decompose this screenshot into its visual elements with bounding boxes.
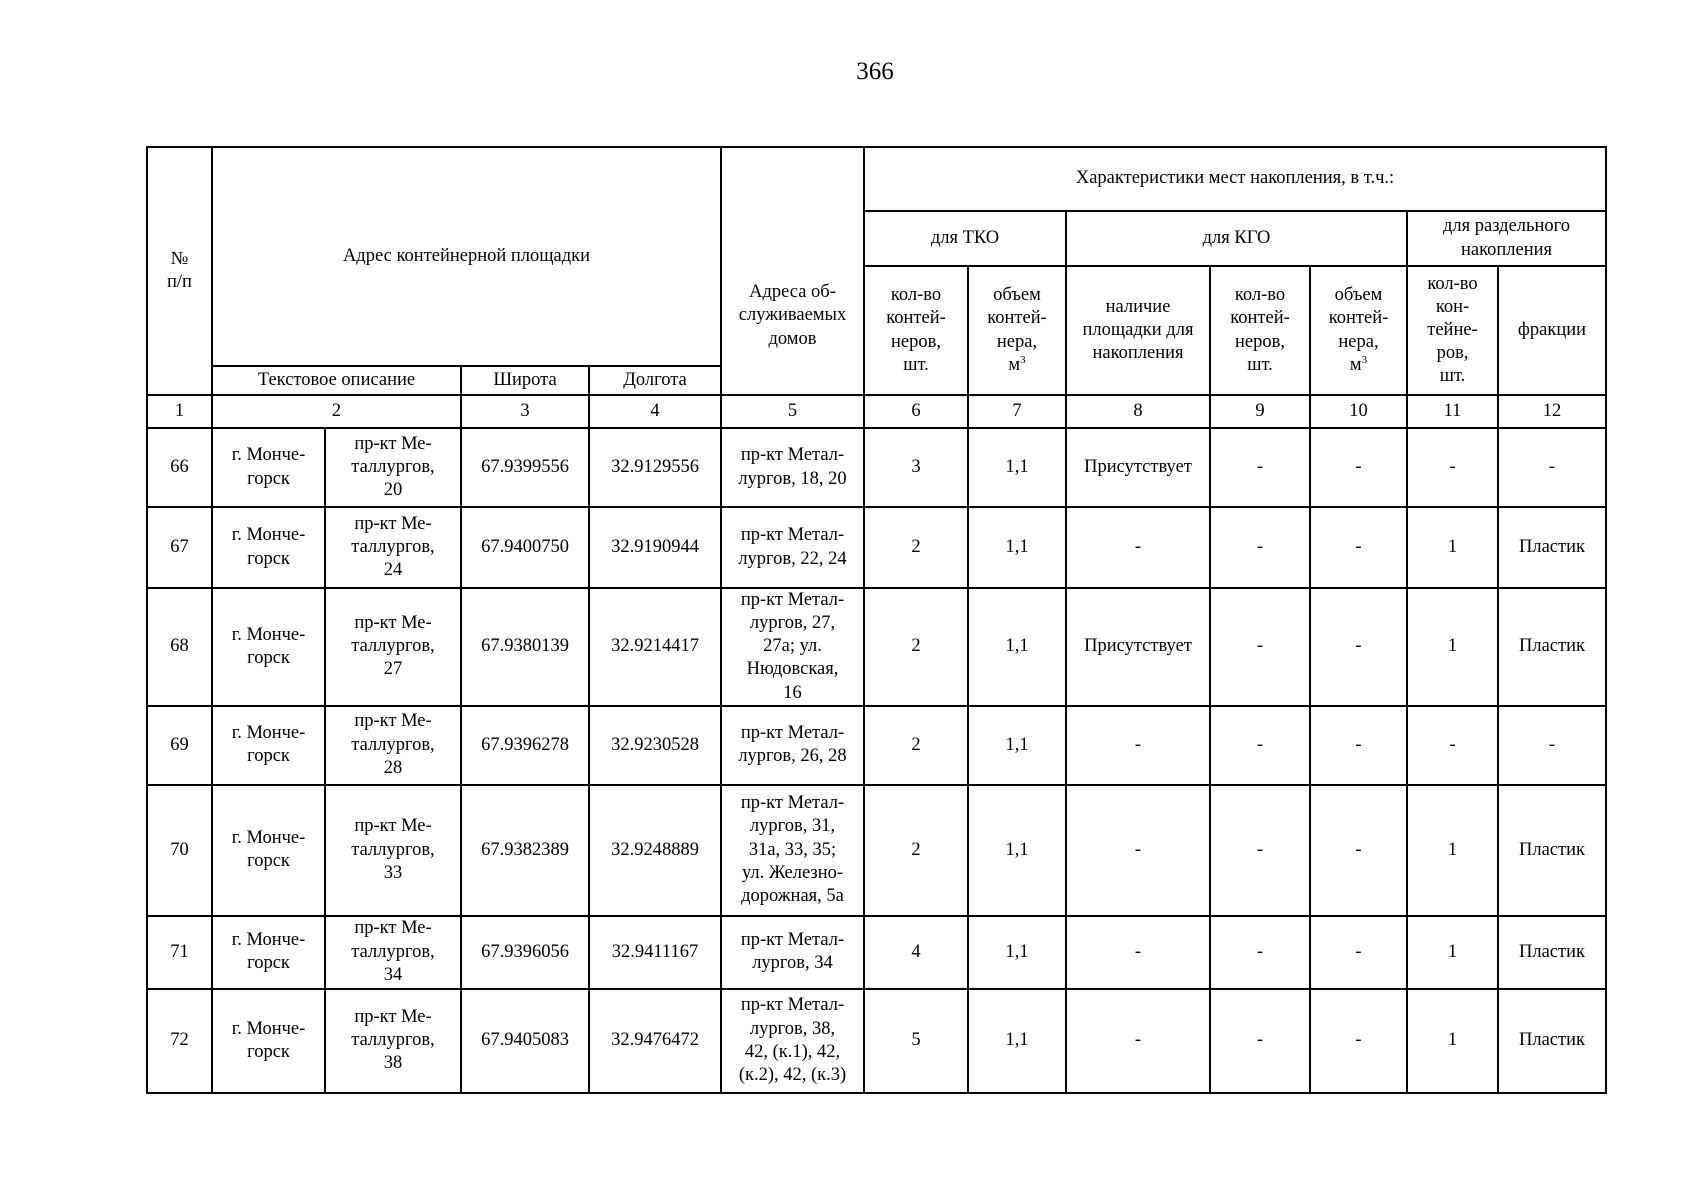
- cell-kgo-volume: -: [1310, 428, 1407, 507]
- cell-num: 66: [147, 428, 212, 507]
- cell-kgo-presence: -: [1066, 706, 1210, 785]
- column-number: 1: [147, 395, 212, 428]
- cell-kgo-presence: Присутствует: [1066, 588, 1210, 706]
- column-number: 9: [1210, 395, 1310, 428]
- cell-street: пр-кт Ме- таллургов, 33: [325, 785, 461, 916]
- cell-city: г. Монче- горск: [212, 916, 325, 989]
- cell-sep-count: 1: [1407, 588, 1498, 706]
- header-tko-count: кол-во контей- неров, шт.: [864, 266, 968, 395]
- header-separate: для раздельного накопления: [1407, 211, 1606, 266]
- cell-kgo-presence: -: [1066, 785, 1210, 916]
- cell-lat: 67.9396056: [461, 916, 589, 989]
- header-kgo-volume: объем контей- нера, $м^3$: [1310, 266, 1407, 395]
- cell-sep-count: 1: [1407, 916, 1498, 989]
- cell-lat: 67.9405083: [461, 989, 589, 1093]
- cell-kgo-presence: -: [1066, 916, 1210, 989]
- cell-city: г. Монче- горск: [212, 507, 325, 588]
- header-kgo: для КГО: [1066, 211, 1407, 266]
- cell-sep-count: -: [1407, 706, 1498, 785]
- table-row: [147, 916, 1606, 989]
- cell-sep-count: 1: [1407, 507, 1498, 588]
- cell-tko-count: 3: [864, 428, 968, 507]
- cell-lon: 32.9248889: [589, 785, 721, 916]
- column-number: 11: [1407, 395, 1498, 428]
- header-tko: для ТКО: [864, 211, 1066, 266]
- cell-lat: 67.9380139: [461, 588, 589, 706]
- cell-houses: пр-кт Метал- лургов, 22, 24: [721, 507, 864, 588]
- cell-street: пр-кт Ме- таллургов, 34: [325, 916, 461, 989]
- cell-houses: пр-кт Метал- лургов, 26, 28: [721, 706, 864, 785]
- cell-sep-fraction: -: [1498, 706, 1606, 785]
- cell-sep-fraction: Пластик: [1498, 989, 1606, 1093]
- table-row: [147, 989, 1606, 1093]
- column-number: 4: [589, 395, 721, 428]
- cell-houses: пр-кт Метал- лургов, 18, 20: [721, 428, 864, 507]
- header-sep-fraction: фракции: [1498, 266, 1606, 395]
- cell-sep-fraction: -: [1498, 428, 1606, 507]
- container-sites-table: [146, 146, 1607, 1094]
- cell-num: 69: [147, 706, 212, 785]
- table-row: [147, 706, 1606, 785]
- cell-kgo-volume: -: [1310, 588, 1407, 706]
- cell-kgo-presence: Присутствует: [1066, 428, 1210, 507]
- cell-city: г. Монче- горск: [212, 706, 325, 785]
- cell-num: 71: [147, 916, 212, 989]
- cell-kgo-presence: -: [1066, 507, 1210, 588]
- cell-street: пр-кт Ме- таллургов, 20: [325, 428, 461, 507]
- header-tko-volume: объем контей- нера, $м^3$: [968, 266, 1066, 395]
- header-lat: Широта: [461, 366, 589, 395]
- cell-kgo-count: -: [1210, 785, 1310, 916]
- header-sep-count: кол-во кон- тейне- ров, шт.: [1407, 266, 1498, 395]
- cell-tko-volume: 1,1: [968, 785, 1066, 916]
- cell-num: 68: [147, 588, 212, 706]
- cell-kgo-count: -: [1210, 706, 1310, 785]
- cell-tko-count: 4: [864, 916, 968, 989]
- cell-kgo-count: -: [1210, 507, 1310, 588]
- page-number: 366: [856, 58, 894, 85]
- column-number: 3: [461, 395, 589, 428]
- header-text-desc: Текстовое описание: [212, 366, 461, 395]
- cell-street: пр-кт Ме- таллургов, 27: [325, 588, 461, 706]
- column-number: 10: [1310, 395, 1407, 428]
- table-row: [147, 588, 1606, 706]
- cell-lon: 32.9129556: [589, 428, 721, 507]
- cell-city: г. Монче- горск: [212, 785, 325, 916]
- cell-tko-count: 5: [864, 989, 968, 1093]
- cell-tko-count: 2: [864, 706, 968, 785]
- cell-tko-volume: 1,1: [968, 989, 1066, 1093]
- cell-houses: пр-кт Метал- лургов, 38, 42, (к.1), 42, (к.2), 42, (к.3): [721, 989, 864, 1093]
- header-characteristics: Характеристики мест накопления, в т.ч.:: [864, 147, 1606, 211]
- cell-kgo-volume: -: [1310, 706, 1407, 785]
- header-houses: Адреса об- служиваемых домов: [721, 147, 864, 395]
- cell-kgo-count: -: [1210, 588, 1310, 706]
- table-row: [147, 428, 1606, 507]
- cell-city: г. Монче- горск: [212, 428, 325, 507]
- cell-city: г. Монче- горск: [212, 989, 325, 1093]
- cell-kgo-count: -: [1210, 428, 1310, 507]
- cell-tko-count: 2: [864, 507, 968, 588]
- cell-num: 72: [147, 989, 212, 1093]
- cubic-superscript: 3: [1020, 353, 1026, 366]
- cell-kgo-volume: -: [1310, 785, 1407, 916]
- cell-city: г. Монче- горск: [212, 588, 325, 706]
- cell-tko-count: 2: [864, 785, 968, 916]
- table-row: [147, 785, 1606, 916]
- cell-sep-count: 1: [1407, 785, 1498, 916]
- cell-sep-count: 1: [1407, 989, 1498, 1093]
- cell-lat: 67.9400750: [461, 507, 589, 588]
- header-kgo-presence: наличие площадки для накопления: [1066, 266, 1210, 395]
- cell-lat: 67.9396278: [461, 706, 589, 785]
- column-number: 12: [1498, 395, 1606, 428]
- cell-sep-fraction: Пластик: [1498, 916, 1606, 989]
- cell-kgo-count: -: [1210, 989, 1310, 1093]
- cell-tko-volume: 1,1: [968, 507, 1066, 588]
- cell-houses: пр-кт Метал- лургов, 34: [721, 916, 864, 989]
- header-row-1: [147, 147, 1606, 211]
- cell-sep-fraction: Пластик: [1498, 507, 1606, 588]
- cell-num: 67: [147, 507, 212, 588]
- cell-lon: 32.9476472: [589, 989, 721, 1093]
- header-address-group: Адрес контейнерной площадки: [212, 147, 721, 366]
- cell-tko-volume: 1,1: [968, 706, 1066, 785]
- cell-kgo-volume: -: [1310, 507, 1407, 588]
- cell-lon: 32.9214417: [589, 588, 721, 706]
- cell-houses: пр-кт Метал- лургов, 31, 31а, 33, 35; ул. Железно- дорожная, 5а: [721, 785, 864, 916]
- cell-kgo-presence: -: [1066, 989, 1210, 1093]
- column-number: 7: [968, 395, 1066, 428]
- cell-kgo-volume: -: [1310, 916, 1407, 989]
- cell-street: пр-кт Ме- таллургов, 38: [325, 989, 461, 1093]
- column-number: 5: [721, 395, 864, 428]
- header-kgo-count: кол-во контей- неров, шт.: [1210, 266, 1310, 395]
- cell-lon: 32.9411167: [589, 916, 721, 989]
- cell-street: пр-кт Ме- таллургов, 24: [325, 507, 461, 588]
- cell-street: пр-кт Ме- таллургов, 28: [325, 706, 461, 785]
- cell-lon: 32.9190944: [589, 507, 721, 588]
- column-number: 6: [864, 395, 968, 428]
- cell-lat: 67.9382389: [461, 785, 589, 916]
- cell-kgo-count: -: [1210, 916, 1310, 989]
- cell-houses: пр-кт Метал- лургов, 27, 27а; ул. Нюдовская, 16: [721, 588, 864, 706]
- column-number: 2: [212, 395, 461, 428]
- table-row: [147, 507, 1606, 588]
- cell-kgo-volume: -: [1310, 989, 1407, 1093]
- column-number-row: [147, 395, 1606, 428]
- header-num: № п/п: [147, 147, 212, 395]
- column-number: 8: [1066, 395, 1210, 428]
- cell-sep-count: -: [1407, 428, 1498, 507]
- cell-tko-count: 2: [864, 588, 968, 706]
- cell-tko-volume: 1,1: [968, 428, 1066, 507]
- cell-lat: 67.9399556: [461, 428, 589, 507]
- cell-sep-fraction: Пластик: [1498, 588, 1606, 706]
- cell-tko-volume: 1,1: [968, 916, 1066, 989]
- cell-sep-fraction: Пластик: [1498, 785, 1606, 916]
- cell-tko-volume: 1,1: [968, 588, 1066, 706]
- cubic-superscript: 3: [1361, 353, 1368, 366]
- cell-num: 70: [147, 785, 212, 916]
- header-lon: Долгота: [589, 366, 721, 395]
- cell-lon: 32.9230528: [589, 706, 721, 785]
